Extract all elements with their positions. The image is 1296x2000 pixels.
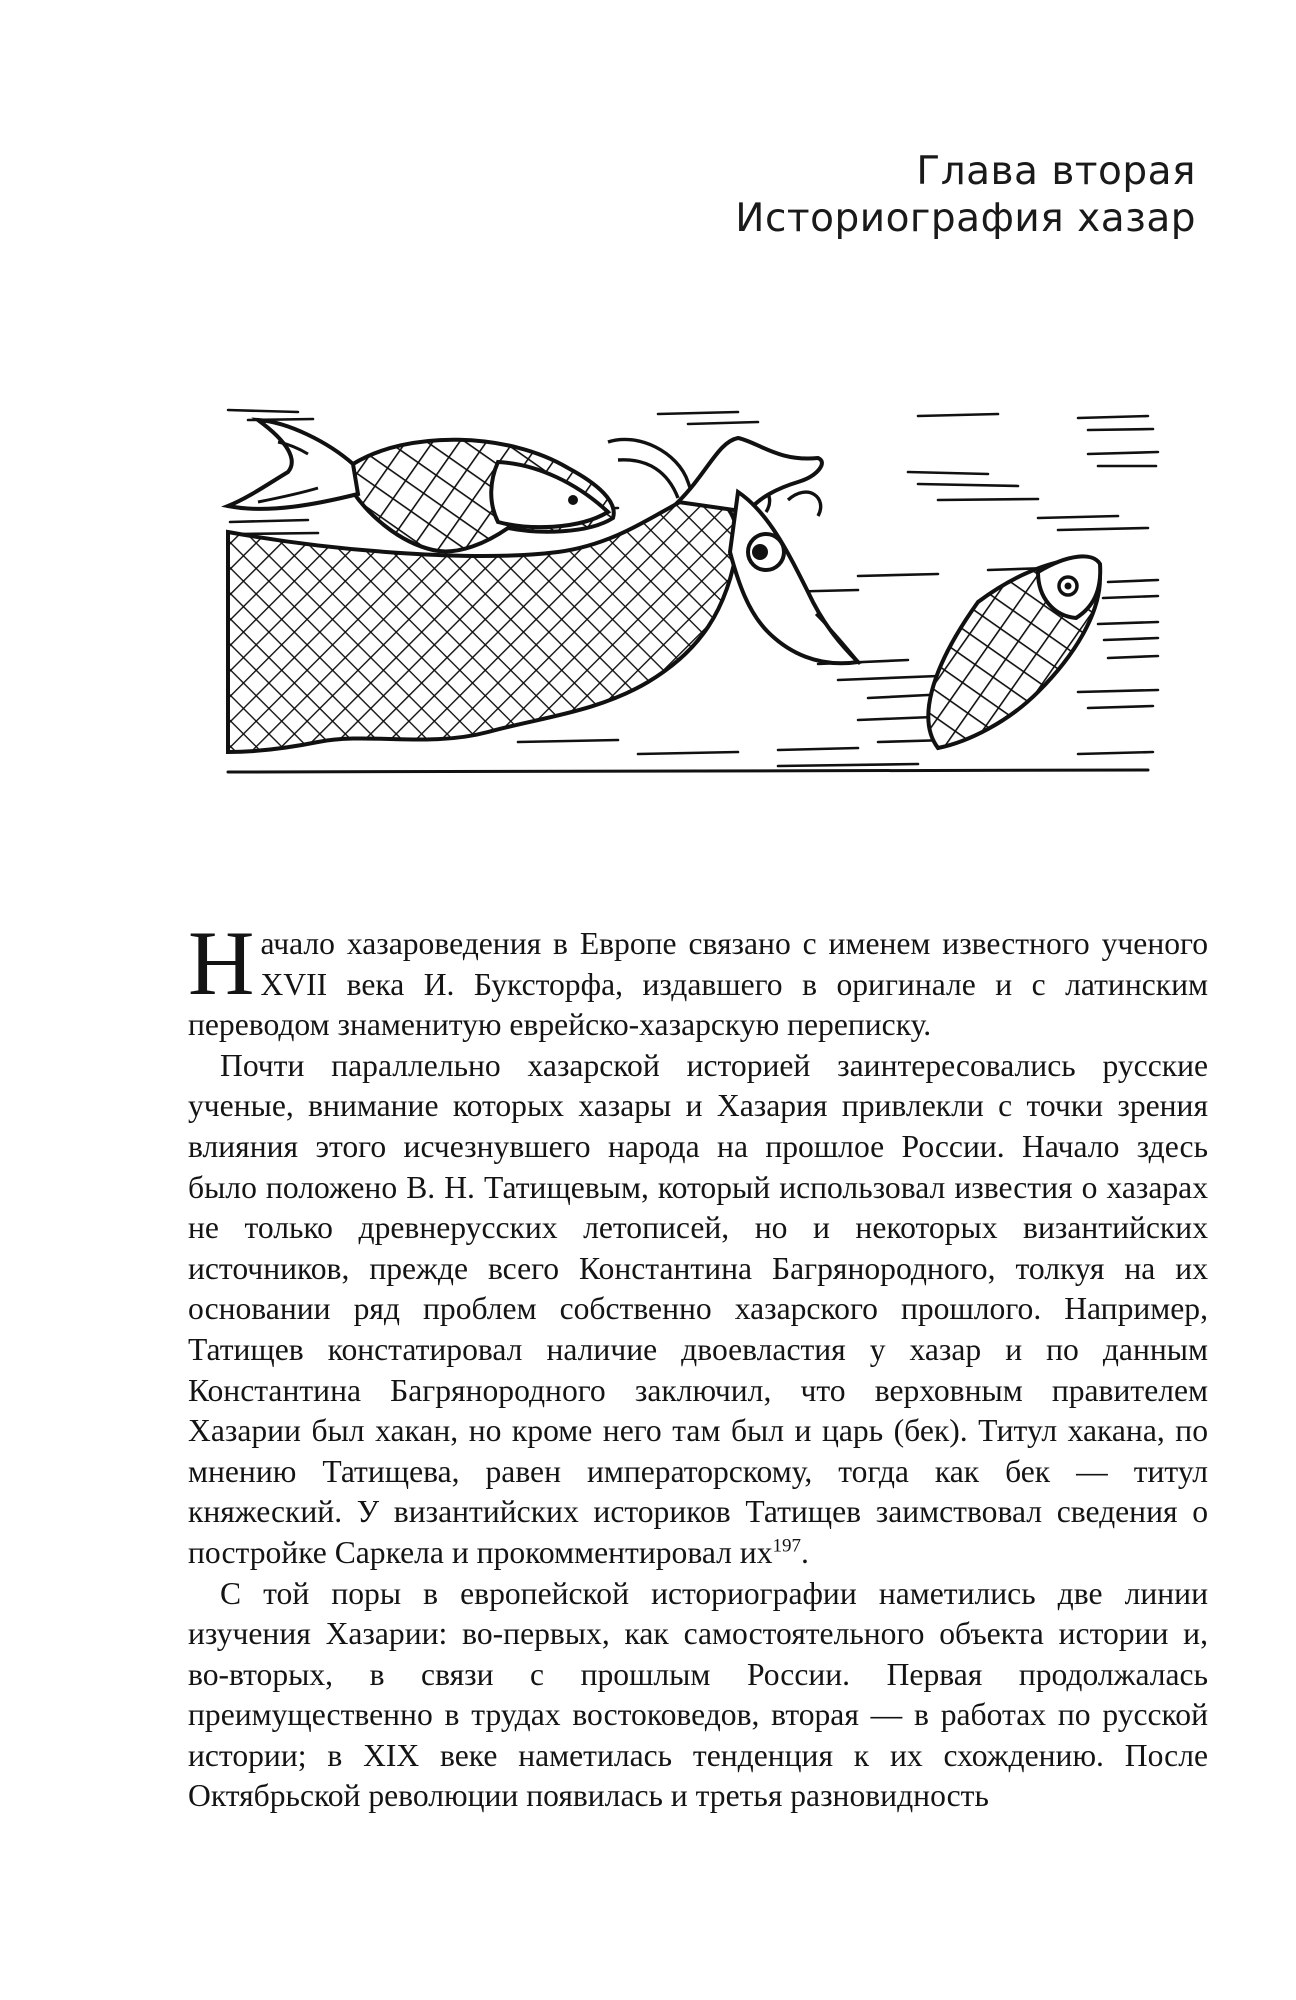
paragraph-3 (188, 1574, 1208, 1818)
chapter-number: Глава вторая (916, 149, 1196, 194)
chapter-heading (496, 148, 1196, 242)
paragraph-2-tail: . (801, 1534, 809, 1570)
paragraph-1-body: ачало хазароведения в Европе связано с именем известного ученого XVII века И. Буксторфа, издавшего в оригинале и с латинским переводом знаменитую еврейско-хазарскую переписку. (188, 926, 1208, 1043)
chapter-title: Историография хазар (735, 196, 1196, 241)
body-text (188, 912, 1208, 1817)
drop-cap: Н (188, 912, 255, 1014)
paragraph-3-body: С той поры в европейской историографии наметились две линии изучения Хазарии: во-первых, как самостоятельного объекта истории и, во-вторых, в связи с прошлым России. Первая продолжалась преимущественно в трудах востоковедов, вторая — в работах по русской истории; в XIX веке наметилась тенденция к их схождению. После Октябрьской революции появилась и третья разновидность (188, 1575, 1208, 1814)
footnote-ref[interactable]: 197 (772, 1535, 801, 1557)
small-fish-icon (928, 556, 1100, 748)
paragraph-2 (188, 1046, 1208, 1574)
paragraph-2-body: Почти параллельно хазарской историей заинтересовались русские ученые, внимание которых хазары и Хазария привлекли с точки зрения влияния этого исчезнувшего народа на прошлое России. Начало здесь было положено В. Н. Татищевым, который использовал известия о хазарах не только древнерусских летописей, но и некоторых византийских источников, прежде всего Константина Багрянородного, толкуя на их основании ряд проблем собственно хазарского прошлого. Например, Татищев констатировал наличие двоевластия у хазар и по данным Константина Багрянородного заключил, что верховным правителем Хазарии был хакан, но кроме него там был и царь (бек). Титул хакана, по мнению Татищева, равен императорскому, тогда как бек — титул княжеский. У византийских историков Татищев заимствовал сведения о постройке Саркела и прокомментировал их (188, 1047, 1208, 1570)
paragraph-1 (188, 912, 1208, 1046)
fish-and-dragon-woodcut-icon (218, 402, 1162, 784)
top-fish-icon (228, 420, 614, 551)
